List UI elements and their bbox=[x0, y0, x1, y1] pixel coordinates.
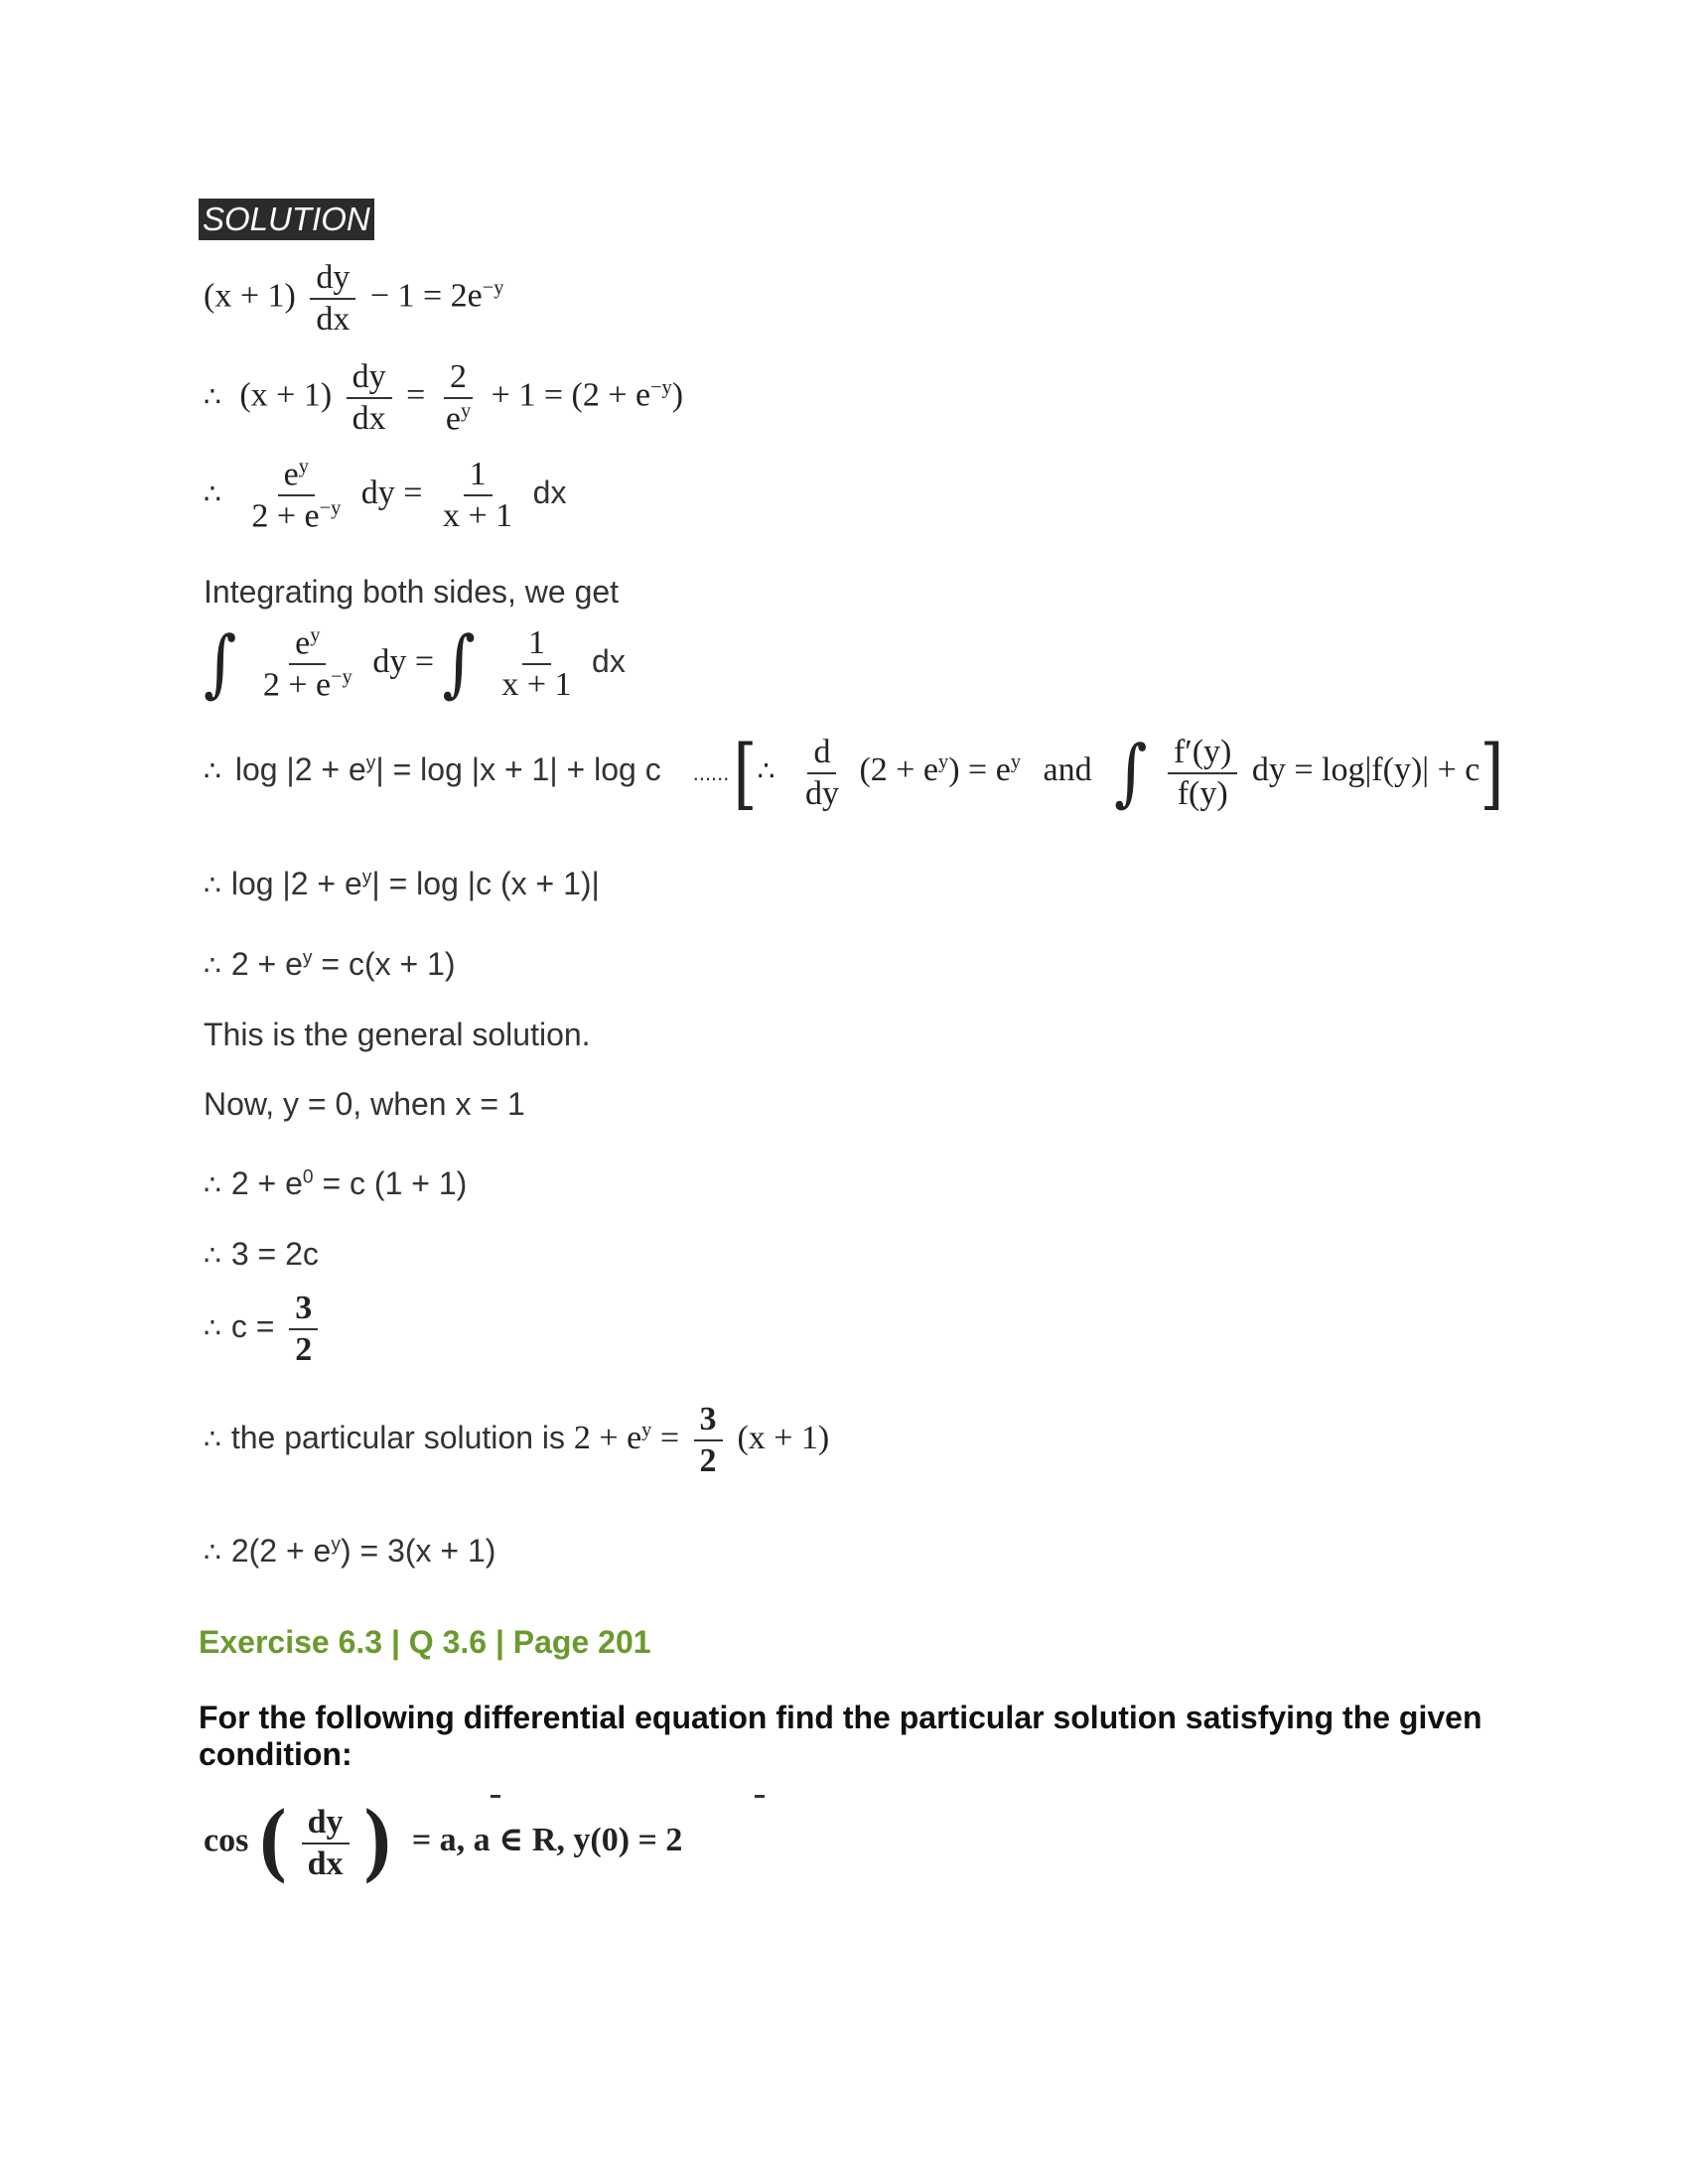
initial-condition-text: Now, y = 0, when x = 1 bbox=[204, 1086, 525, 1122]
equation-line-1: (x + 1) $\frac{dy}{dx}$ − $1 = 2e^{-y}$ bbox=[204, 259, 504, 338]
general-solution-text: This is the general solution. bbox=[204, 1017, 591, 1052]
dash-mark bbox=[755, 1795, 765, 1798]
equation-line-4: ∫ $\frac{e^y}{2 + e^{-y}}$ dy = ∫ $\frac{1}{x + 1}$ dx bbox=[204, 621, 626, 707]
equation-line-8: ∴ $2 + e^0 = c$ (1 + 1) bbox=[204, 1165, 468, 1201]
equation-line-2: ∴ (x + 1) $\frac{dy}{dx}$ = $\frac{2}{e^y}$ + $1 = (2 + e^{-y})$ bbox=[204, 358, 684, 438]
equation-line-5: ∴ $\log |2 + e^y| = \log |x + 1| + \log c$ ...... [∴ $\frac{d}{dy}$ $(2 + e^y) = e^y$ and ∫ $\frac{f'(y)}{f(y)}$ dy = log|f(y)| + c] bbox=[204, 728, 1504, 819]
integrating-text: Integrating both sides, we get bbox=[204, 574, 620, 610]
equation-line-11: ∴ the particular solution is $2 + e^y$ = $\frac{3}{2}$ (x + 1) bbox=[204, 1401, 830, 1479]
equation-line-12: ∴ $2(2 + e^y) = 3(x + 1)$ bbox=[204, 1533, 496, 1569]
exercise-heading: Exercise 6.3 | Q 3.6 | Page 201 bbox=[199, 1624, 651, 1660]
equation-line-10: ∴ c = $\frac{3}{2}$ bbox=[204, 1291, 324, 1367]
solution-label: SOLUTION bbox=[199, 199, 374, 240]
equation-line-7: ∴ $2 + e^y = c(x + 1)$ bbox=[204, 946, 456, 982]
dash-mark bbox=[491, 1795, 500, 1798]
equation-line-9: ∴ 3 = 2c bbox=[204, 1236, 319, 1272]
equation-line-6: ∴ $\log |2 + e^y| = \log |c$ (x + 1)| bbox=[204, 866, 600, 901]
question-equation: cos ( $\frac{dy}{dx}$ ) = a, a ∈ R, y(0) = 2 bbox=[204, 1794, 683, 1892]
question-text: For the following differential equation find the particular solution satisfying the given condition: bbox=[199, 1700, 1482, 1772]
equation-line-3: ∴ $\frac{e^y}{2 + e^{-y}}$ dy = $\frac{1}{x + 1}$ dx bbox=[204, 456, 567, 535]
